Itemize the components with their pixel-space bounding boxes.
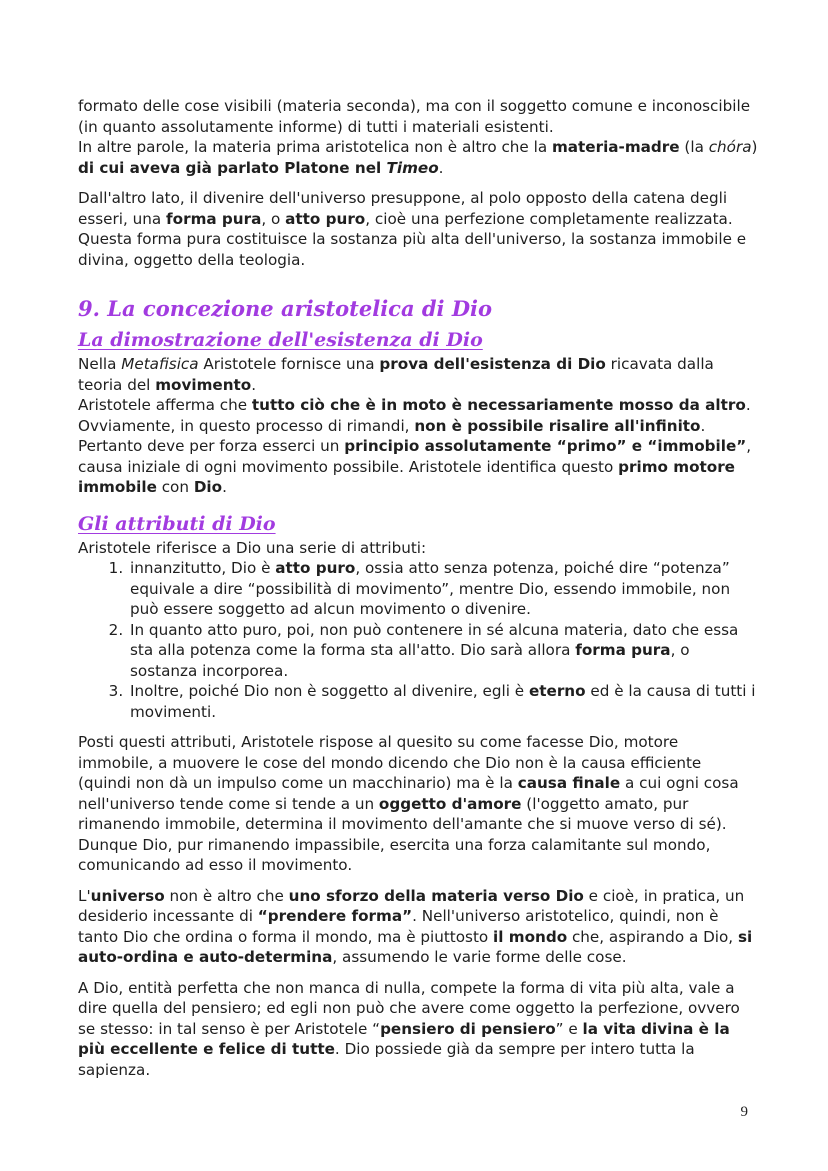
bold-text: “prendere forma” bbox=[257, 907, 413, 925]
text-span: , causa iniziale di ogni movimento possibile. Aristotele identifica questo bbox=[78, 437, 752, 476]
text-span: non è altro che bbox=[164, 886, 289, 905]
document-page bbox=[78, 96, 758, 1080]
bold-text: si auto-ordina e auto-determina bbox=[78, 927, 753, 966]
text-span: Pertanto deve per forza esserci un bbox=[78, 437, 345, 455]
bold-text: di cui aveva già parlato Platone nel bbox=[78, 158, 387, 177]
text-span: ) bbox=[751, 138, 758, 156]
bold-text: oggetto d'amore bbox=[378, 794, 522, 813]
bold-text: atto puro bbox=[285, 209, 366, 228]
bold-text: eterno bbox=[528, 682, 586, 700]
bold-text: movimento bbox=[155, 375, 252, 394]
text-span: . bbox=[251, 375, 257, 394]
attributes-intro: Aristotele riferisce a Dio una serie di attributi: bbox=[78, 538, 427, 557]
italic-text: Metafisica bbox=[121, 355, 199, 373]
text-span: A Dio, entità perfetta che non manca di nulla, compete la forma di vita più alta, vale a dire quella del pensiero; ed egli non può che avere come oggetto la perfezione, ovvero se stesso: in tal senso è per Aristotele “ bbox=[78, 978, 740, 1038]
subsection-heading-attributi: Gli attributi di Dio bbox=[78, 512, 276, 535]
list-item bbox=[128, 681, 758, 722]
bold-text: primo motore immobile bbox=[78, 457, 735, 496]
text-span: . Nell'universo aristotelico, quindi, non è tanto Dio che ordina o forma il mondo, ma è piuttosto bbox=[78, 907, 719, 946]
attributes-list bbox=[78, 558, 758, 722]
text-span: con bbox=[156, 478, 194, 496]
text-span: Dall'altro lato, il divenire dell'universo presuppone, al polo opposto della catena degli esseri, una bbox=[78, 189, 728, 228]
text-span: Aristotele afferma che bbox=[78, 396, 252, 414]
bold-text: tutto ciò che è in moto è necessariamente mosso da altro bbox=[251, 396, 746, 414]
bold-italic-text: Timeo bbox=[386, 158, 439, 177]
paragraph-universo bbox=[78, 886, 758, 968]
text-span: In altre parole, la materia prima aristotelica non è altro che la bbox=[78, 138, 552, 156]
paragraph-metafisica bbox=[78, 354, 758, 498]
text-span: Inoltre, poiché Dio non è soggetto al divenire, egli è bbox=[130, 682, 529, 700]
text-span: (la bbox=[679, 138, 709, 156]
text-span: L' bbox=[78, 886, 91, 905]
list-item bbox=[128, 620, 758, 682]
bold-text: atto puro bbox=[275, 559, 356, 577]
text-span: . Dio possiede già da sempre per intero tutta la sapienza. bbox=[78, 1040, 695, 1079]
text-span: innanzitutto, Dio è bbox=[130, 559, 276, 577]
text-span: , o sostanza incorporea. bbox=[130, 641, 690, 680]
bold-text: principio assolutamente “primo” e “immobile” bbox=[344, 437, 747, 455]
text-span: Aristotele fornisce una bbox=[198, 355, 380, 373]
bold-text: causa finale bbox=[517, 774, 621, 792]
subsection-heading-dimostrazione: La dimostrazione dell'esistenza di Dio bbox=[78, 329, 483, 351]
text-span: (l'oggetto amato, pur rimanendo immobile, determina il movimento dell'amante che si muove verso di sé). Dunque Dio, pur rimanendo impassibile, esercita una forza calamitante sul mondo, comunicando ad esso il movimento. bbox=[78, 794, 727, 874]
text-span: Ovviamente, in questo processo di rimandi, bbox=[78, 416, 415, 435]
text-span: ed è la causa di tutti i movimenti. bbox=[130, 682, 756, 721]
text-span: . bbox=[438, 158, 444, 177]
text-span: e cioè, in pratica, un desiderio incessante di bbox=[78, 886, 745, 925]
bold-text: prova dell'esistenza di Dio bbox=[379, 355, 606, 373]
text-span: ” e bbox=[555, 1019, 583, 1038]
section-heading: 9. La concezione aristotelica di Dio bbox=[78, 296, 493, 321]
paragraph-pensiero bbox=[78, 978, 758, 1081]
bold-text: forma pura bbox=[575, 641, 671, 659]
bold-text: non è possibile risalire all'infinito bbox=[414, 416, 701, 435]
text-span: , o bbox=[261, 209, 286, 228]
paragraph-intro bbox=[78, 96, 758, 178]
text-span: , assumendo le varie forme delle cose. bbox=[332, 948, 627, 966]
text-span: a cui ogni cosa nell'universo tende come si tende a un bbox=[78, 774, 739, 813]
text-span: , cioè una perfezione completamente realizzata. Questa forma pura costituisce la sostanza più alta dell'universo, la sostanza immobile e divina, oggetto della teologia. bbox=[78, 209, 747, 269]
text-span: , ossia atto senza potenza, poiché dire “potenza” equivale a dire “possibilità di movimento”, mentre Dio, essendo immobile, non può essere soggetto ad alcun movimento o divenire. bbox=[130, 559, 731, 618]
paragraph-forma-pura bbox=[78, 188, 758, 270]
bold-text: pensiero di pensiero bbox=[380, 1019, 556, 1038]
text-span: Posti questi attributi, Aristotele rispose al quesito su come facesse Dio, motore immobile, a muovere le cose del mondo dicendo che Dio non è la causa efficiente (quindi non dà un impulso come un macchinario) ma è la bbox=[78, 733, 702, 792]
text-span: . bbox=[222, 478, 227, 496]
text-span: Nella bbox=[78, 355, 122, 373]
text-span: In quanto atto puro, poi, non può contenere in sé alcuna materia, dato che essa sta alla potenza come la forma sta all'atto. Dio sarà allora bbox=[130, 620, 739, 659]
bold-text: il mondo bbox=[493, 927, 568, 946]
bold-text: la vita divina è la più eccellente e felice di tutte bbox=[78, 1019, 730, 1058]
text-span: . bbox=[700, 416, 706, 435]
bold-text: Dio bbox=[193, 478, 223, 496]
text-span: . bbox=[745, 396, 751, 414]
text-span: ricavata dalla teoria del bbox=[78, 355, 714, 394]
text-span: formato delle cose visibili (materia seconda), ma con il soggetto comune e inconoscibile (in quanto assolutamente informe) di tutti i materiali esistenti. bbox=[78, 97, 751, 136]
paragraph-causa-finale bbox=[78, 732, 758, 876]
bold-text: materia-madre bbox=[551, 138, 680, 156]
bold-text: forma pura bbox=[166, 209, 262, 228]
page-number: 9 bbox=[740, 1104, 748, 1120]
text-span: che, aspirando a Dio, bbox=[567, 927, 738, 946]
bold-text: universo bbox=[90, 886, 165, 905]
bold-text: uno sforzo della materia verso Dio bbox=[288, 886, 584, 905]
list-item bbox=[128, 558, 758, 620]
italic-text: chóra bbox=[708, 138, 752, 156]
